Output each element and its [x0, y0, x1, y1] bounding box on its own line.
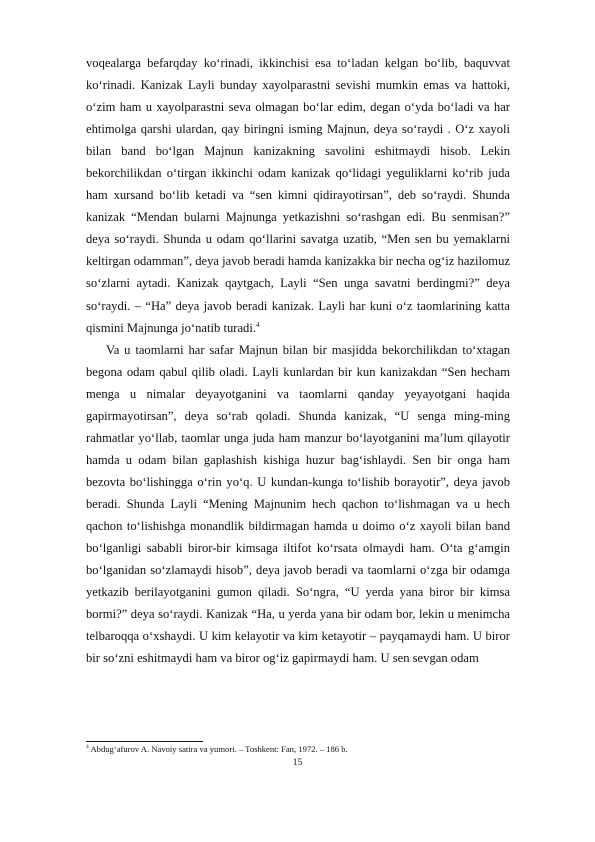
body-text — [86, 52, 510, 669]
footnote-reference[interactable]: 4 — [256, 320, 260, 329]
footnote-text: Abdug‘afurov A. Navoiy satira va yumori. – Toshkent: Fan, 1972. – 186 b. — [90, 744, 348, 754]
footnote-separator — [86, 741, 203, 742]
footnote-number: 4 — [86, 744, 89, 751]
paragraph-1 — [86, 52, 510, 339]
page-number: 15 — [292, 758, 303, 768]
paragraph-2 — [86, 339, 510, 670]
paragraph-2-text: Va u taomlarni har safar Majnun bilan bir masjidda bekorchilikdan to‘xtagan begona odam qabul qilib oladi. Layli kunlardan bir kun kanizakdan “Sen hecham menga u nimalar deyayotganini va taomlarni qanday yeyayotgani haqida gapirmayotirsan”, deya so‘rab qoladi. Shunda kanizak, “U senga ming-ming rahmatlar yo‘llab, taomlar unga juda ham manzur bo‘layotganini ma’lum qilayotir hamda u odam bilan gaplashish kishiga huzur bag‘ishlaydi. Sen bir onga ham bezovta bo‘lishingga o‘rin yo‘q. U kundan-kunga to‘lishib borayotir”, deya javob beradi. Shunda Layli “Mening Majnunim hech qachon to‘lishmagan va u hech qachon to‘lishishga monandlik bildirmagan hamda u doimo o‘z xayoli bilan band bo‘lganligi sababli biror-bir kimsaga iltifot ko‘rsata olmaydi ham. O‘ta g‘amgin bo‘lganidan so‘zlamaydi hisob”, deya javob beradi va taomlarni o‘zga bir odamga yetkazib berilayotganini gumon qiladi. So‘ngra, “U yerda yana biror bir kimsa bormi?” deya so‘raydi. Kanizak “Ha, u yerda yana bir odam bor, lekin u menimcha telbaroqqa o‘xshaydi. U kim kelayotir va kim ketayotir – payqamaydi ham. U biror bir so‘zni eshitmaydi ham va biror og‘iz gapirmaydi ham. U sen sevgan odam — [86, 342, 510, 666]
paragraph-1-text: voqealarga befarqday ko‘rinadi, ikkinchisi esa to‘ladan kelgan bo‘lib, baquvvat ko‘rinadi. Kanizak Layli bunday xayolparastni sevishi mumkin emas va hattoki, o‘zim ham u xayolparastni seva olmagan bo‘lar edim, degan o‘yda bo‘ladi va har ehtimolga qarshi ulardan, qay biringni isming Majnun, deya so‘raydi . O‘z xayoli bilan band bo‘lgan Majnun kanizakning savolini eshitmaydi hisob. Lekin bekorchilikdan o‘tirgan ikkinchi odam kanizak qo‘lidagi yeguliklarni ko‘rib juda ham xursand bo‘lib ketadi va “sen kimni qidirayotirsan”, deb so‘raydi. Shunda kanizak “Mendan bularni Majnunga yetkazishni so‘rashgan edi. Bu senmisan?” deya so‘raydi. Shunda u odam qo‘llarini savatga uzatib, “Men sen bu yemaklarni keltirgan odamman”, deya javob beradi hamda kanizakka bir necha og‘iz hazilomuz so‘zlarni aytadi. Kanizak qaytgach, Layli “Sen unga savatni berdingmi?” deya so‘raydi. – “Ha” deya javob beradi kanizak. Layli har kuni o‘z taomlarining katta qismini Majnunga jo‘natib turadi. — [86, 56, 510, 335]
footnote — [86, 744, 510, 755]
